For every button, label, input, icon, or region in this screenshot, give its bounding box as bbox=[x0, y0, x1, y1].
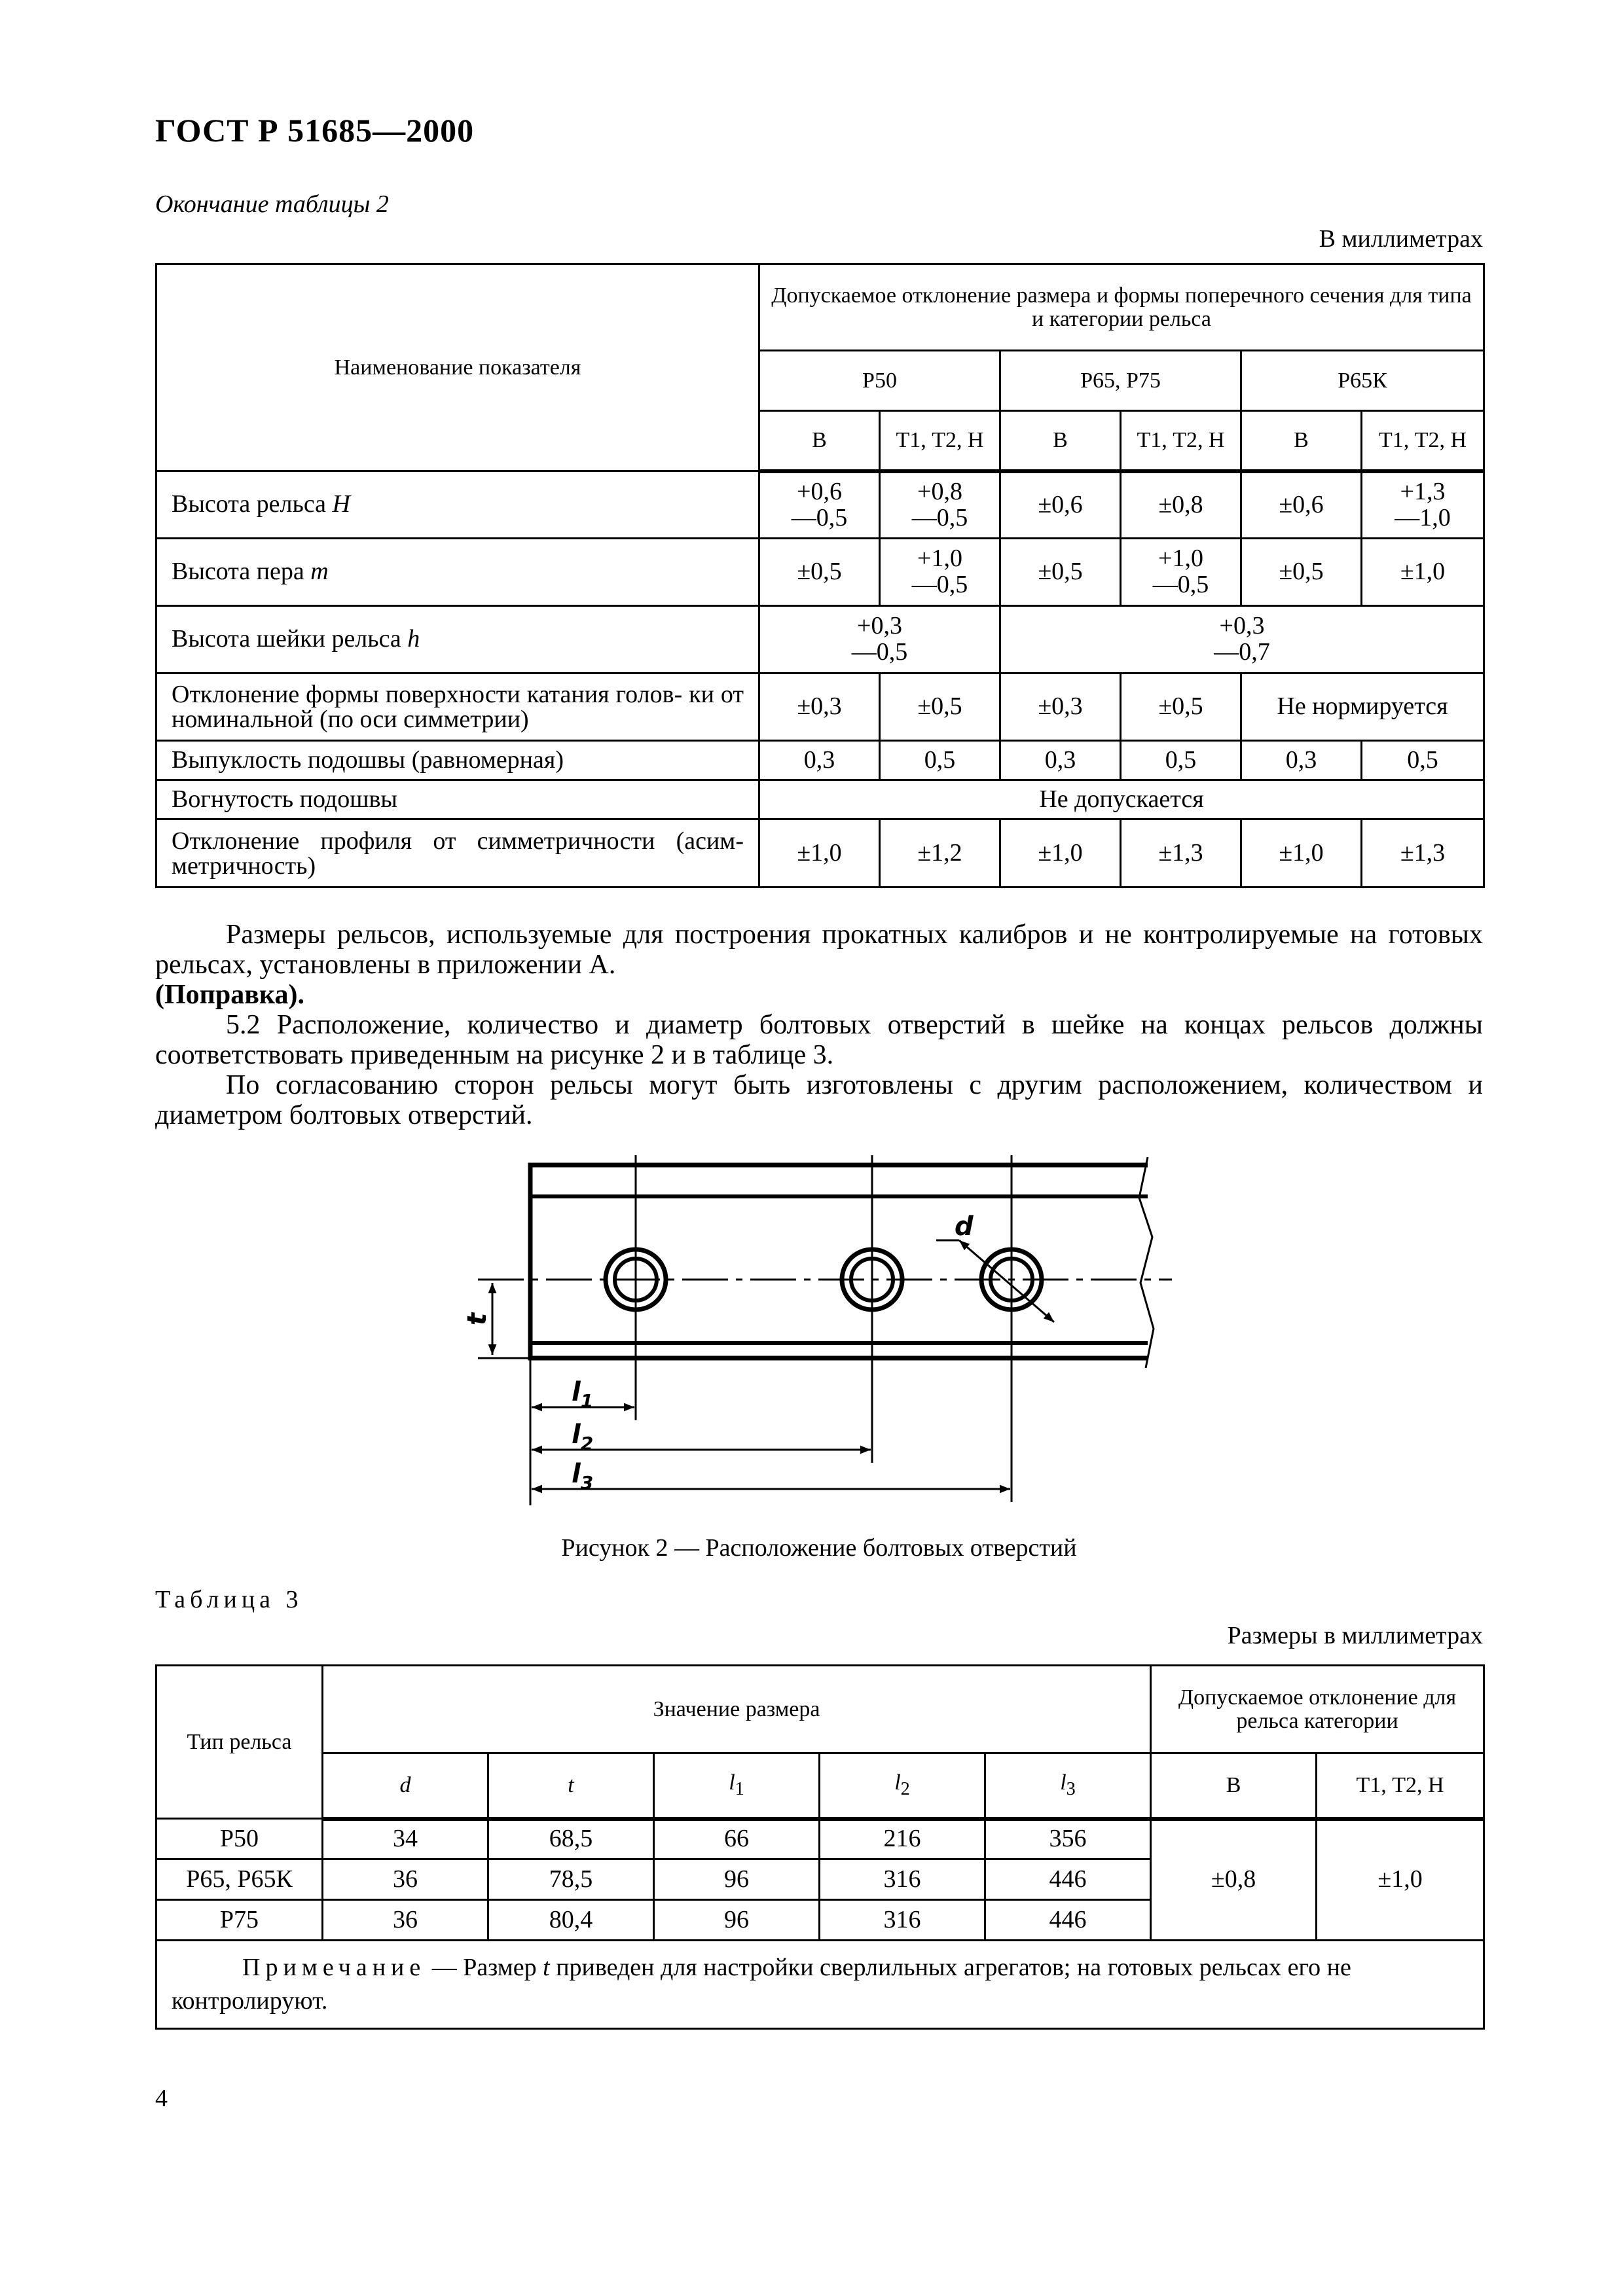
cell: 34 bbox=[323, 1819, 488, 1859]
cell: ±1,0 bbox=[1362, 539, 1484, 606]
cell: 0,3 bbox=[1241, 741, 1362, 780]
cell: 0,5 bbox=[1121, 741, 1241, 780]
row-label: Отклонение формы поверхности катания голов- ки от номинальной (по оси симметрии) bbox=[156, 673, 759, 741]
break-line bbox=[1139, 1157, 1154, 1368]
cell: 446 bbox=[985, 1900, 1151, 1941]
header-cat: Т1, Т2, Н bbox=[880, 411, 1000, 471]
header-dim-l2: $l_2$ bbox=[820, 1753, 985, 1819]
page-number: 4 bbox=[155, 2085, 168, 2112]
header-type-r65-r75: Р65, Р75 bbox=[1000, 351, 1241, 411]
paragraph-agreement: По согласованию сторон рельсы могут быть изготовлены с другим расположением, количеством и диаметром болтовых отверстий. bbox=[155, 1070, 1483, 1130]
header-cat: Т1, Т2, Н bbox=[1121, 411, 1241, 471]
cell: 80,4 bbox=[488, 1900, 654, 1941]
rail-type-cell: Р75 bbox=[156, 1900, 323, 1941]
cell: 96 bbox=[654, 1900, 820, 1941]
cell: ±0,5 bbox=[759, 539, 880, 606]
label-d: d bbox=[955, 1211, 974, 1242]
cell: ±0,5 bbox=[880, 673, 1000, 741]
rail-type-cell: Р65, Р65К bbox=[156, 1859, 323, 1900]
table2-units: В миллиметрах bbox=[1319, 225, 1483, 253]
cell: ±1,3 bbox=[1362, 819, 1484, 888]
row-label: Выпуклость подошвы (равномерная) bbox=[156, 741, 759, 780]
cell: 0,3 bbox=[759, 741, 880, 780]
cell: 36 bbox=[323, 1859, 488, 1900]
header-dimension-value: Значение размера bbox=[323, 1666, 1151, 1753]
cell: ±0,5 bbox=[1000, 539, 1121, 606]
cell: ±0,3 bbox=[759, 673, 880, 741]
header-param: Наименование показателя bbox=[156, 264, 759, 471]
cell: ±1,0 bbox=[1000, 819, 1121, 888]
table-continuation-title: Окончание таблицы 2 bbox=[155, 190, 389, 218]
tolerance-t-cell: ±1,0 bbox=[1317, 1819, 1484, 1941]
header-dim-d: d bbox=[323, 1753, 488, 1819]
row-label: Вогнутость подошвы bbox=[156, 780, 759, 819]
header-dim-l1: $l_1$ bbox=[654, 1753, 820, 1819]
row-label: Высота пера m bbox=[156, 539, 759, 606]
cell: 0,5 bbox=[1362, 741, 1484, 780]
cell-merged: +0,3 —0,5 bbox=[759, 606, 1000, 673]
header-dim-t: t bbox=[488, 1753, 654, 1819]
header-cat: В bbox=[759, 411, 880, 471]
cell: +1,3 —1,0 bbox=[1362, 471, 1484, 539]
cell: 356 bbox=[985, 1819, 1151, 1859]
label-l3: $l_3$ bbox=[572, 1459, 594, 1494]
cell: ±0,8 bbox=[1121, 471, 1241, 539]
header-cat-t: Т1, Т2, Н bbox=[1317, 1753, 1484, 1819]
cell: 68,5 bbox=[488, 1819, 654, 1859]
header-type-r50: Р50 bbox=[759, 351, 1000, 411]
cell: 316 bbox=[820, 1859, 985, 1900]
correction-note: (Поправка). bbox=[155, 980, 304, 1010]
paragraph-5-2: 5.2 Расположение, количество и диаметр болтовых отверстий в шейке на концах рельсов должны соответствовать приведенным на рисунке 2 и в таблице 3. bbox=[155, 1010, 1483, 1070]
label-t: t bbox=[462, 1312, 492, 1325]
cell: 36 bbox=[323, 1900, 488, 1941]
cell: +1,0 —0,5 bbox=[880, 539, 1000, 606]
header-cat: Т1, Т2, Н bbox=[1362, 411, 1484, 471]
row-label: Высота шейки рельса h bbox=[156, 606, 759, 673]
header-cat: В bbox=[1000, 411, 1121, 471]
cell: 446 bbox=[985, 1859, 1151, 1900]
paragraph-rail-dimensions: Размеры рельсов, используемые для построения прокатных калибров и не контролируемые на готовых рельсах, установлены в приложении А. (Поправка). bbox=[155, 920, 1483, 1010]
cell: ±0,5 bbox=[1241, 539, 1362, 606]
table3-title: Таблица 3 bbox=[155, 1586, 303, 1613]
tolerance-b-cell: ±0,8 bbox=[1151, 1819, 1317, 1941]
label-l1: $l_1$ bbox=[572, 1377, 594, 1412]
cell: ±0,6 bbox=[1000, 471, 1121, 539]
cell: 316 bbox=[820, 1900, 985, 1941]
cell: 78,5 bbox=[488, 1859, 654, 1900]
cell: ±1,2 bbox=[880, 819, 1000, 888]
row-label: Отклонение профиля от симметричности (асим- метричность) bbox=[156, 819, 759, 888]
figure-caption: Рисунок 2 — Расположение болтовых отверстий bbox=[561, 1534, 1077, 1562]
cell: +1,0 —0,5 bbox=[1121, 539, 1241, 606]
table3-units: Размеры в миллиметрах bbox=[1227, 1622, 1483, 1649]
cell: ±1,3 bbox=[1121, 819, 1241, 888]
cell: ±1,0 bbox=[759, 819, 880, 888]
cell: ±0,5 bbox=[1121, 673, 1241, 741]
header-tolerance: Допускаемое отклонение для рельса категории bbox=[1151, 1666, 1484, 1753]
cell: ±1,0 bbox=[1241, 819, 1362, 888]
cell-merged: Не допускается bbox=[759, 780, 1484, 819]
cell: ±0,3 bbox=[1000, 673, 1121, 741]
cell-merged: Не нормируется bbox=[1241, 673, 1484, 741]
cell-merged: +0,3 —0,7 bbox=[1000, 606, 1484, 673]
row-label: Высота рельса H bbox=[156, 471, 759, 539]
rail-type-cell: Р50 bbox=[156, 1819, 323, 1859]
header-type-r65k: Р65К bbox=[1241, 351, 1484, 411]
header-rail-type: Тип рельса bbox=[156, 1666, 323, 1819]
document-code: ГОСТ Р 51685—2000 bbox=[155, 112, 475, 149]
cell: 66 bbox=[654, 1819, 820, 1859]
cell: +0,8 —0,5 bbox=[880, 471, 1000, 539]
table-3 bbox=[155, 1664, 1485, 2030]
cell: +0,6 —0,5 bbox=[759, 471, 880, 539]
header-dim-l3: $l_3$ bbox=[985, 1753, 1151, 1819]
cell: 0,3 bbox=[1000, 741, 1121, 780]
table3-note: Примечание — Размер t приведен для настройки сверлильных агрегатов; на готовых рельсах его не контролируют. bbox=[156, 1941, 1484, 2029]
header-tolerance-group: Допускаемое отклонение размера и формы поперечного сечения для типа и категории рельса bbox=[759, 264, 1484, 351]
cell: ±0,6 bbox=[1241, 471, 1362, 539]
cell: 0,5 bbox=[880, 741, 1000, 780]
cell: 96 bbox=[654, 1859, 820, 1900]
header-cat-b: В bbox=[1151, 1753, 1317, 1819]
header-cat: В bbox=[1241, 411, 1362, 471]
cell: 216 bbox=[820, 1819, 985, 1859]
label-l2: $l_2$ bbox=[572, 1420, 594, 1454]
